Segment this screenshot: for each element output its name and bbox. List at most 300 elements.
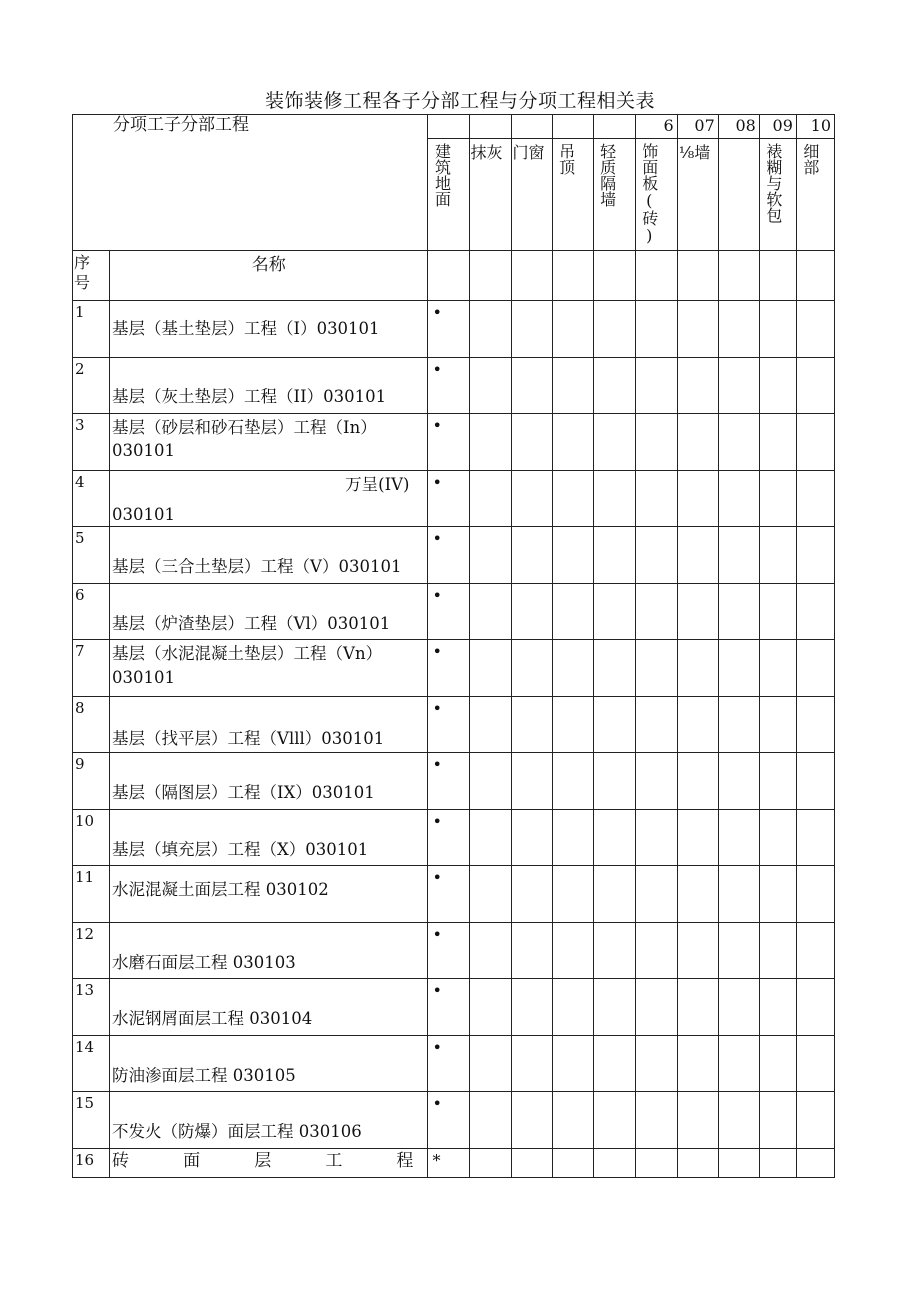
seq-cell [73, 301, 110, 358]
column-header-label: 门窗 [512, 143, 545, 162]
table-row [73, 301, 835, 358]
relation-mark: • [432, 529, 442, 548]
column-number-cell [635, 115, 677, 139]
header-number-row [73, 115, 835, 139]
seq-cell [73, 753, 110, 810]
column-header-label [719, 139, 724, 143]
empty-cell [677, 527, 718, 584]
seq-header-label: 序号 [74, 253, 91, 292]
name-cell [110, 414, 428, 471]
empty-cell [635, 923, 677, 979]
column-number: 6 [663, 116, 674, 135]
empty-cell [718, 1036, 759, 1092]
column-header-cell [718, 139, 759, 251]
empty-cell [677, 301, 718, 358]
empty-cell [552, 1036, 593, 1092]
empty-cell [677, 979, 718, 1036]
empty-cell [511, 923, 552, 979]
empty-cell [718, 358, 759, 414]
empty-cell [796, 471, 834, 527]
relation-mark: • [432, 755, 442, 774]
seq-cell [73, 866, 110, 923]
name-box [110, 1036, 427, 1091]
empty-cell [796, 301, 834, 358]
seq-cell [73, 471, 110, 527]
name-cell [110, 979, 428, 1036]
name-cell [110, 810, 428, 866]
empty-cell [759, 753, 796, 810]
name-cell [110, 358, 428, 414]
item-name: 基层（隔图层）工程（IX）030101 [112, 783, 375, 802]
empty-cell [635, 301, 677, 358]
mark-cell [428, 471, 469, 527]
column-header-cell [759, 139, 796, 251]
corner-header-label: 分项工子分部工程 [113, 115, 249, 135]
empty-cell [718, 584, 759, 640]
empty-cell [635, 1036, 677, 1092]
column-number-cell [593, 115, 635, 139]
empty-cell [593, 527, 635, 584]
page-title: 装饰装修工程各子分部工程与分项工程相关表 [264, 90, 655, 112]
empty-cell [511, 358, 552, 414]
empty-cell [677, 640, 718, 697]
empty-cell [796, 697, 834, 753]
seq-cell [73, 1149, 110, 1178]
empty-cell [677, 1036, 718, 1092]
empty-cell [593, 1036, 635, 1092]
empty-cell [796, 358, 834, 414]
empty-cell [759, 471, 796, 527]
empty-cell [552, 866, 593, 923]
seq-number: 12 [75, 925, 95, 943]
column-number-cell [552, 115, 593, 139]
mark-cell [428, 1092, 469, 1149]
mark-cell [428, 584, 469, 640]
empty-cell [511, 866, 552, 923]
name-cell [110, 584, 428, 640]
empty-cell [552, 1149, 593, 1178]
column-number-cell [469, 115, 511, 139]
name-cell [110, 301, 428, 358]
empty-cell [635, 640, 677, 697]
mark-cell [428, 527, 469, 584]
empty-cell [796, 923, 834, 979]
seq-number: 1 [75, 303, 85, 321]
empty-cell [677, 251, 718, 301]
empty-cell [469, 1092, 511, 1149]
empty-cell [796, 251, 834, 301]
column-number-cell [428, 115, 469, 139]
mark-cell [428, 1036, 469, 1092]
column-header-label: 细部 [800, 143, 820, 175]
empty-cell [635, 1092, 677, 1149]
empty-cell [552, 471, 593, 527]
empty-cell [635, 471, 677, 527]
table-row [73, 1092, 835, 1149]
seq-number: 5 [75, 529, 85, 547]
empty-cell [469, 414, 511, 471]
name-header-cell [110, 251, 428, 301]
name-cell [110, 640, 428, 697]
item-name: 基层（找平层）工程（Vlll）030101 [112, 729, 385, 748]
empty-cell [796, 1149, 834, 1178]
item-name-code: 030101 [112, 668, 176, 687]
empty-cell [469, 527, 511, 584]
name-cell [110, 866, 428, 923]
item-name: 基层（水泥混凝土垫层）工程（Vn） [112, 644, 383, 663]
empty-cell [511, 1149, 552, 1178]
table-row [73, 640, 835, 697]
seq-number: 11 [75, 868, 95, 886]
empty-cell [552, 753, 593, 810]
relation-mark: • [432, 586, 442, 605]
empty-cell [511, 697, 552, 753]
name-cell [110, 923, 428, 979]
column-header-cell [677, 139, 718, 251]
relation-mark: • [432, 1094, 442, 1113]
empty-cell [593, 251, 635, 301]
relation-mark: • [432, 868, 442, 887]
item-name: 基层（炉渣垫层）工程（Vl）030101 [112, 614, 391, 633]
item-name: 防油渗面层工程 030105 [112, 1066, 296, 1085]
empty-cell [635, 866, 677, 923]
relation-table [72, 114, 835, 1178]
empty-cell [469, 301, 511, 358]
table-row [73, 810, 835, 866]
column-header-cell [552, 139, 593, 251]
empty-cell [511, 810, 552, 866]
mark-cell [428, 923, 469, 979]
empty-cell [796, 584, 834, 640]
column-header-label: 饰面板(砖) [639, 143, 659, 245]
seq-cell [73, 584, 110, 640]
empty-cell [759, 866, 796, 923]
name-box [110, 753, 427, 809]
mark-cell [428, 1149, 469, 1178]
empty-cell [677, 923, 718, 979]
empty-cell [635, 584, 677, 640]
name-box [110, 866, 427, 922]
empty-cell [677, 753, 718, 810]
column-number-cell [796, 115, 834, 139]
column-number [553, 115, 593, 137]
name-cell [110, 527, 428, 584]
empty-cell [511, 471, 552, 527]
column-number [428, 115, 468, 137]
empty-cell [593, 414, 635, 471]
seq-number: 6 [75, 586, 85, 604]
seq-cell [73, 1036, 110, 1092]
name-box [110, 301, 427, 357]
name-box [110, 640, 427, 696]
empty-cell [635, 810, 677, 866]
name-box [110, 1092, 427, 1148]
empty-cell [718, 810, 759, 866]
table-row [73, 866, 835, 923]
name-cell [110, 471, 428, 527]
empty-cell [796, 414, 834, 471]
item-name: 基层（三合土垫层）工程（V）030101 [112, 557, 402, 576]
empty-cell [635, 979, 677, 1036]
table-row [73, 414, 835, 471]
name-box [110, 979, 427, 1035]
empty-cell [759, 640, 796, 697]
seq-cell [73, 414, 110, 471]
empty-cell [511, 584, 552, 640]
column-header-label: 裱糊与软包 [763, 143, 783, 223]
empty-cell [677, 584, 718, 640]
column-header-label: 抹灰 [470, 143, 503, 162]
seq-cell [73, 979, 110, 1036]
header-label-row [73, 251, 835, 301]
empty-cell [511, 753, 552, 810]
empty-cell [718, 1149, 759, 1178]
column-number: 08 [735, 116, 756, 135]
empty-cell [469, 1149, 511, 1178]
empty-cell [718, 301, 759, 358]
empty-cell [677, 1092, 718, 1149]
empty-cell [469, 923, 511, 979]
empty-cell [718, 753, 759, 810]
empty-cell [677, 358, 718, 414]
item-name: 基层（填充层）工程（X）030101 [112, 840, 369, 859]
empty-cell [635, 1149, 677, 1178]
column-header-label: 吊顶 [556, 143, 576, 175]
seq-number: 13 [75, 981, 95, 999]
empty-cell [593, 866, 635, 923]
empty-cell [677, 471, 718, 527]
empty-cell [552, 584, 593, 640]
column-header-cell [593, 139, 635, 251]
table-row [73, 697, 835, 753]
empty-cell [593, 584, 635, 640]
item-name-code: 030101 [112, 441, 176, 460]
column-header-label: 建筑地面 [432, 143, 452, 207]
seq-cell [73, 810, 110, 866]
empty-cell [718, 640, 759, 697]
empty-cell [635, 358, 677, 414]
table-row [73, 753, 835, 810]
empty-cell [511, 1036, 552, 1092]
seq-number: 2 [75, 360, 85, 378]
name-cell [110, 1092, 428, 1149]
column-number-cell [718, 115, 759, 139]
empty-cell [759, 301, 796, 358]
empty-cell [759, 414, 796, 471]
empty-cell [511, 301, 552, 358]
name-box [110, 584, 427, 639]
mark-cell [428, 414, 469, 471]
column-header-cell [796, 139, 834, 251]
seq-cell [73, 923, 110, 979]
relation-mark: • [432, 1038, 442, 1057]
empty-cell [511, 251, 552, 301]
relation-mark: • [432, 303, 442, 322]
empty-cell [469, 753, 511, 810]
empty-cell [552, 251, 593, 301]
empty-cell [677, 866, 718, 923]
empty-cell [759, 251, 796, 301]
empty-cell [635, 414, 677, 471]
empty-cell [718, 1092, 759, 1149]
item-name: 水泥钢屑面层工程 030104 [112, 1009, 313, 1028]
name-char: 面 [183, 1151, 201, 1171]
column-header-cell [635, 139, 677, 251]
empty-cell [593, 301, 635, 358]
empty-cell [469, 697, 511, 753]
seq-cell [73, 527, 110, 584]
name-cell [110, 697, 428, 753]
name-header-label: 名称 [251, 255, 286, 275]
relation-mark: • [432, 473, 442, 492]
seq-header-cell [73, 251, 110, 301]
mark-cell [428, 866, 469, 923]
empty-cell [718, 251, 759, 301]
table-row [73, 471, 835, 527]
empty-cell [759, 358, 796, 414]
name-char: 程 [396, 1151, 414, 1171]
relation-mark: • [432, 360, 442, 379]
empty-cell [759, 697, 796, 753]
empty-cell [552, 358, 593, 414]
empty-cell [718, 471, 759, 527]
empty-cell [469, 640, 511, 697]
empty-cell [796, 866, 834, 923]
column-header-label: ⅛墙 [678, 143, 711, 162]
table-row [73, 923, 835, 979]
mark-cell [428, 979, 469, 1036]
name-box [110, 414, 427, 470]
empty-cell [759, 584, 796, 640]
mark-cell [428, 753, 469, 810]
empty-cell [593, 923, 635, 979]
empty-cell [796, 1092, 834, 1149]
empty-cell [552, 810, 593, 866]
name-cell [110, 753, 428, 810]
seq-number: 3 [75, 416, 85, 434]
relation-mark: • [432, 699, 442, 718]
empty-cell [511, 979, 552, 1036]
column-number [470, 115, 511, 137]
empty-cell [796, 640, 834, 697]
column-number-cell [677, 115, 718, 139]
empty-cell [759, 979, 796, 1036]
column-number: 09 [772, 116, 793, 135]
seq-number: 9 [75, 755, 85, 773]
empty-cell [759, 1149, 796, 1178]
mark-cell [428, 301, 469, 358]
item-name: 基层（基土垫层）工程（I）030101 [112, 319, 380, 338]
name-box [110, 471, 427, 526]
empty-cell [677, 414, 718, 471]
item-name: 水磨石面层工程 030103 [112, 953, 296, 972]
seq-number: 8 [75, 699, 85, 717]
empty-cell [593, 753, 635, 810]
seq-cell [73, 640, 110, 697]
seq-number: 7 [75, 642, 85, 660]
empty-cell [677, 1149, 718, 1178]
empty-cell [759, 1036, 796, 1092]
relation-mark: • [432, 981, 442, 1000]
empty-cell [593, 358, 635, 414]
empty-cell [718, 527, 759, 584]
corner-header-cell [73, 115, 428, 251]
empty-cell [593, 697, 635, 753]
empty-cell [552, 527, 593, 584]
column-header-cell [428, 139, 469, 251]
mark-cell [428, 358, 469, 414]
column-number-cell [759, 115, 796, 139]
empty-cell [593, 1092, 635, 1149]
empty-cell [593, 979, 635, 1036]
seq-number: 14 [75, 1038, 95, 1056]
empty-cell [796, 753, 834, 810]
empty-cell [718, 866, 759, 923]
empty-cell [593, 810, 635, 866]
empty-cell [718, 923, 759, 979]
name-cell [110, 1149, 428, 1178]
empty-cell [796, 527, 834, 584]
empty-cell [552, 640, 593, 697]
empty-cell [635, 251, 677, 301]
empty-cell [469, 251, 511, 301]
name-box [110, 527, 427, 583]
empty-cell [796, 979, 834, 1036]
relation-mark: • [432, 642, 442, 661]
mark-cell [428, 810, 469, 866]
empty-cell [718, 414, 759, 471]
empty-cell [469, 979, 511, 1036]
empty-cell [552, 979, 593, 1036]
empty-cell [428, 251, 469, 301]
relation-mark: * [432, 1151, 441, 1170]
name-box [110, 923, 427, 978]
empty-cell [552, 301, 593, 358]
empty-cell [718, 697, 759, 753]
empty-cell [469, 471, 511, 527]
empty-cell [511, 640, 552, 697]
relation-mark: • [432, 812, 442, 831]
empty-cell [552, 1092, 593, 1149]
column-number: 07 [694, 116, 715, 135]
table-row [73, 1036, 835, 1092]
mark-cell [428, 640, 469, 697]
column-header-cell [469, 139, 511, 251]
column-number [594, 115, 635, 137]
empty-cell [593, 640, 635, 697]
empty-cell [759, 1092, 796, 1149]
name-box [110, 810, 427, 865]
column-header-label: 轻质隔墙 [597, 143, 617, 207]
seq-cell [73, 358, 110, 414]
empty-cell [469, 358, 511, 414]
name-box [110, 697, 427, 752]
empty-cell [759, 810, 796, 866]
empty-cell [759, 923, 796, 979]
name-cell [110, 1036, 428, 1092]
empty-cell [677, 810, 718, 866]
empty-cell [677, 697, 718, 753]
empty-cell [796, 1036, 834, 1092]
empty-cell [635, 697, 677, 753]
empty-cell [469, 810, 511, 866]
seq-cell [73, 697, 110, 753]
seq-number: 16 [75, 1151, 95, 1169]
seq-number: 10 [75, 812, 95, 830]
name-char: 层 [254, 1151, 272, 1171]
column-header-cell [511, 139, 552, 251]
item-name: 不发火（防爆）面层工程 030106 [112, 1122, 362, 1141]
